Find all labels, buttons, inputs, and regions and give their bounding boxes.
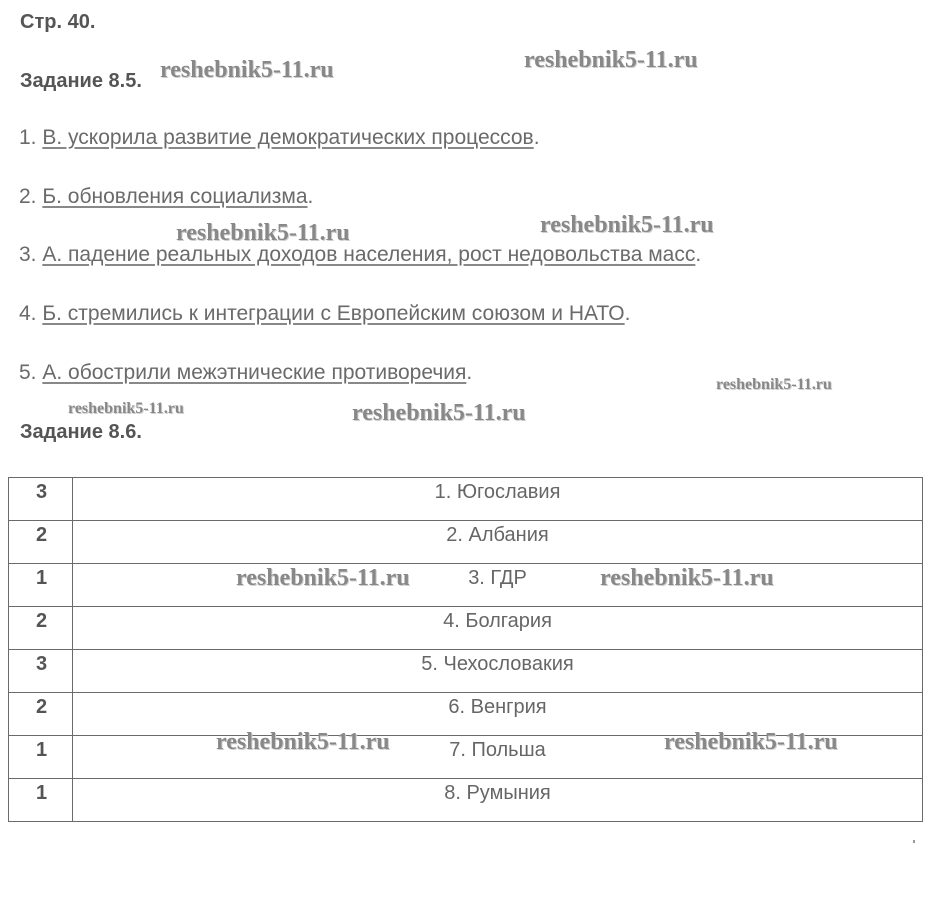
- answer-number: 5.: [19, 361, 43, 384]
- answer-link[interactable]: А. падение реальных доходов населения, рост недовольства масс: [42, 243, 696, 266]
- answer-1: [19, 126, 540, 150]
- answer-table: [8, 477, 923, 822]
- answer-end: .: [466, 361, 473, 384]
- watermark: reshebnik5-11.ru: [664, 729, 838, 755]
- watermark: reshebnik5-11.ru: [524, 47, 698, 73]
- watermark: reshebnik5-11.ru: [160, 57, 334, 83]
- table-cell-score: 2: [9, 607, 73, 650]
- table-cell-country: 4. Болгария: [73, 607, 923, 650]
- table-cell-country: 7. Польша: [73, 736, 923, 779]
- table-cell-country: 1. Югославия: [73, 478, 923, 521]
- answer-number: 3.: [19, 243, 43, 266]
- table-cell-country: 2. Албания: [73, 521, 923, 564]
- watermark: reshebnik5-11.ru: [176, 220, 350, 246]
- table-cell-score: 3: [9, 650, 73, 693]
- answer-link[interactable]: В. ускорила развитие демократических процессов: [42, 126, 534, 149]
- table-cell-score: 1: [9, 736, 73, 779]
- page-label: Стр. 40.: [20, 11, 96, 33]
- answer-end: .: [533, 126, 540, 149]
- table-cell-score: 1: [9, 564, 73, 607]
- table-row: [9, 650, 923, 693]
- answer-end: .: [695, 243, 702, 266]
- answer-5: [19, 361, 472, 385]
- answer-number: 4.: [19, 302, 43, 325]
- table-cell-country: 5. Чехословакия: [73, 650, 923, 693]
- watermark: reshebnik5-11.ru: [716, 376, 832, 393]
- table-row: [9, 564, 923, 607]
- answer-4: [19, 302, 630, 326]
- task-8-6-title: Задание 8.6.: [20, 421, 142, 443]
- answer-link[interactable]: Б. стремились к интеграции с Европейским союзом и НАТО: [42, 302, 625, 325]
- watermark: reshebnik5-11.ru: [352, 400, 526, 426]
- table-row: [9, 478, 923, 521]
- table-cell-score: 3: [9, 478, 73, 521]
- table-cell-score: 2: [9, 693, 73, 736]
- table-row: [9, 779, 923, 822]
- answer-2: [19, 185, 313, 209]
- task-8-5-title: Задание 8.5.: [20, 70, 142, 92]
- table-cell-score: 2: [9, 521, 73, 564]
- table-cell-country: 8. Румыния: [73, 779, 923, 822]
- table-row: [9, 521, 923, 564]
- answer-number: 1.: [19, 126, 43, 149]
- watermark: reshebnik5-11.ru: [236, 565, 410, 591]
- watermark: reshebnik5-11.ru: [216, 729, 390, 755]
- answer-end: .: [624, 302, 631, 325]
- answer-end: .: [307, 185, 314, 208]
- answer-3: [19, 243, 701, 267]
- watermark: reshebnik5-11.ru: [600, 565, 774, 591]
- watermark: reshebnik5-11.ru: [540, 212, 714, 238]
- table-cell-score: 1: [9, 779, 73, 822]
- table-cell-country: 3. ГДР: [73, 564, 923, 607]
- answer-number: 2.: [19, 185, 43, 208]
- answer-link[interactable]: Б. обновления социализма: [42, 185, 308, 208]
- table-row: [9, 607, 923, 650]
- watermark: reshebnik5-11.ru: [68, 400, 184, 417]
- answer-link[interactable]: А. обострили межэтнические противоречия: [42, 361, 467, 384]
- stray-mark: [913, 840, 915, 843]
- table-cell-country: 6. Венгрия: [73, 693, 923, 736]
